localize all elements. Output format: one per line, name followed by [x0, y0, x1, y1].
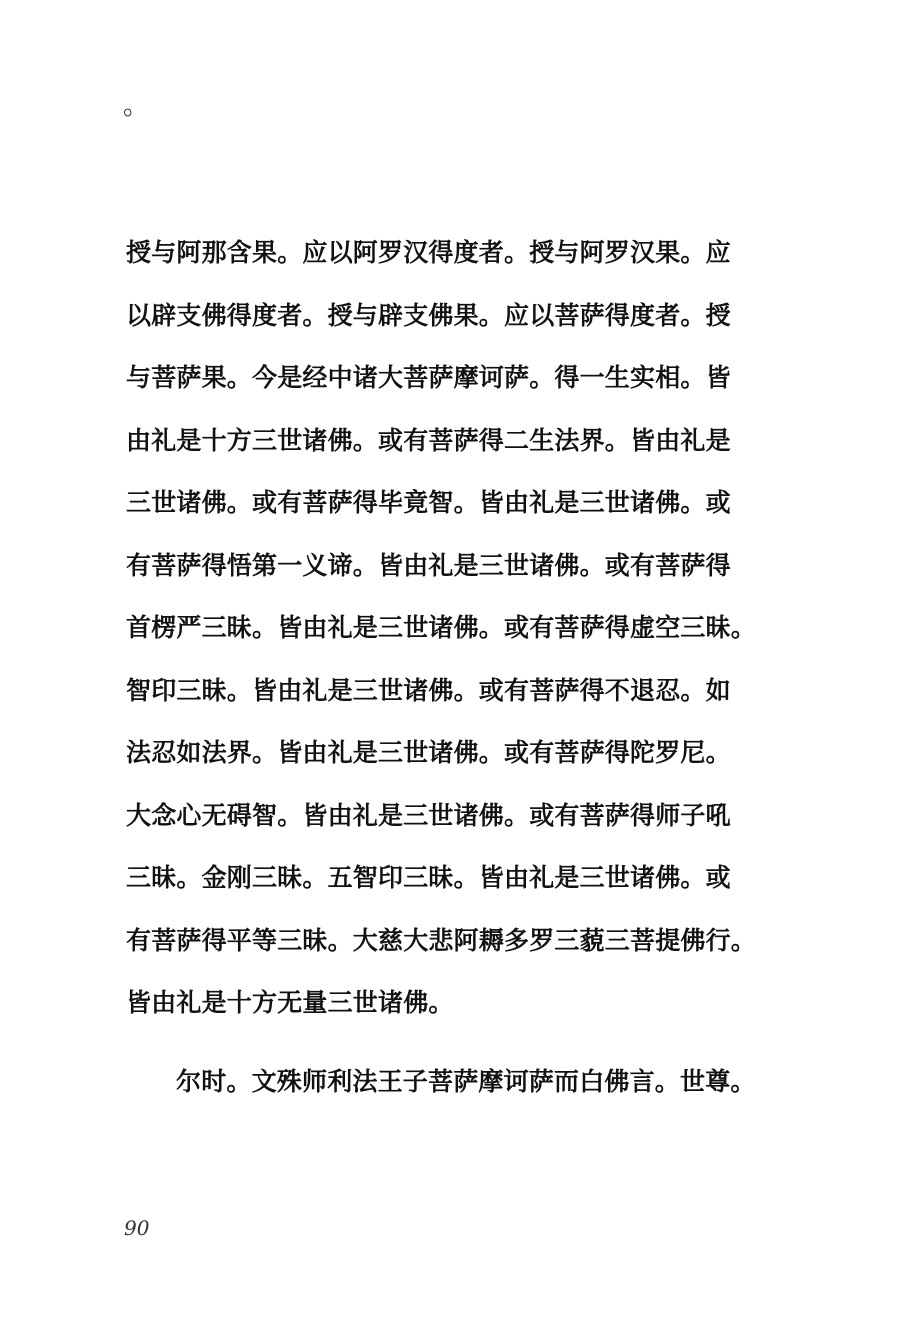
text-line: 以辟支佛得度者。授与辟支佛果。应以菩萨得度者。授 — [126, 300, 731, 330]
top-punctuation-mark: 。 — [123, 91, 150, 121]
text-line: 三世诸佛。或有菩萨得毕竟智。皆由礼是三世诸佛。或 — [126, 488, 731, 517]
text-line: 由礼是十方三世诸佛。或有菩萨得二生法界。皆由礼是 — [126, 425, 731, 455]
text-line: 皆由礼是十方无量三世诸佛。 — [126, 988, 454, 1017]
text-line: 与菩萨果。今是经中诸大菩萨摩诃萨。得一生实相。皆 — [126, 363, 731, 392]
main-text-block — [126, 222, 757, 1035]
text-line: 有菩萨得平等三昧。大慈大悲阿耨多罗三藐三菩提佛行。 — [126, 925, 757, 955]
page-number: 90 — [124, 1216, 150, 1240]
indented-paragraph: 尔时。文殊师利法王子菩萨摩诃萨而白佛言。世尊。 — [176, 1067, 756, 1096]
text-line: 有菩萨得悟第一义谛。皆由礼是三世诸佛。或有菩萨得 — [126, 550, 731, 580]
text-line: 法忍如法界。皆由礼是三世诸佛。或有菩萨得陀罗尼。 — [126, 738, 731, 767]
text-line: 授与阿那含果。应以阿罗汉得度者。授与阿罗汉果。应 — [126, 238, 731, 267]
text-line: 大念心无碍智。皆由礼是三世诸佛。或有菩萨得师子吼 — [126, 800, 731, 830]
text-line: 智印三昧。皆由礼是三世诸佛。或有菩萨得不退忍。如 — [126, 675, 731, 705]
text-line: 首楞严三昧。皆由礼是三世诸佛。或有菩萨得虚空三昧。 — [126, 613, 757, 642]
text-line: 三昧。金刚三昧。五智印三昧。皆由礼是三世诸佛。或 — [126, 863, 731, 892]
